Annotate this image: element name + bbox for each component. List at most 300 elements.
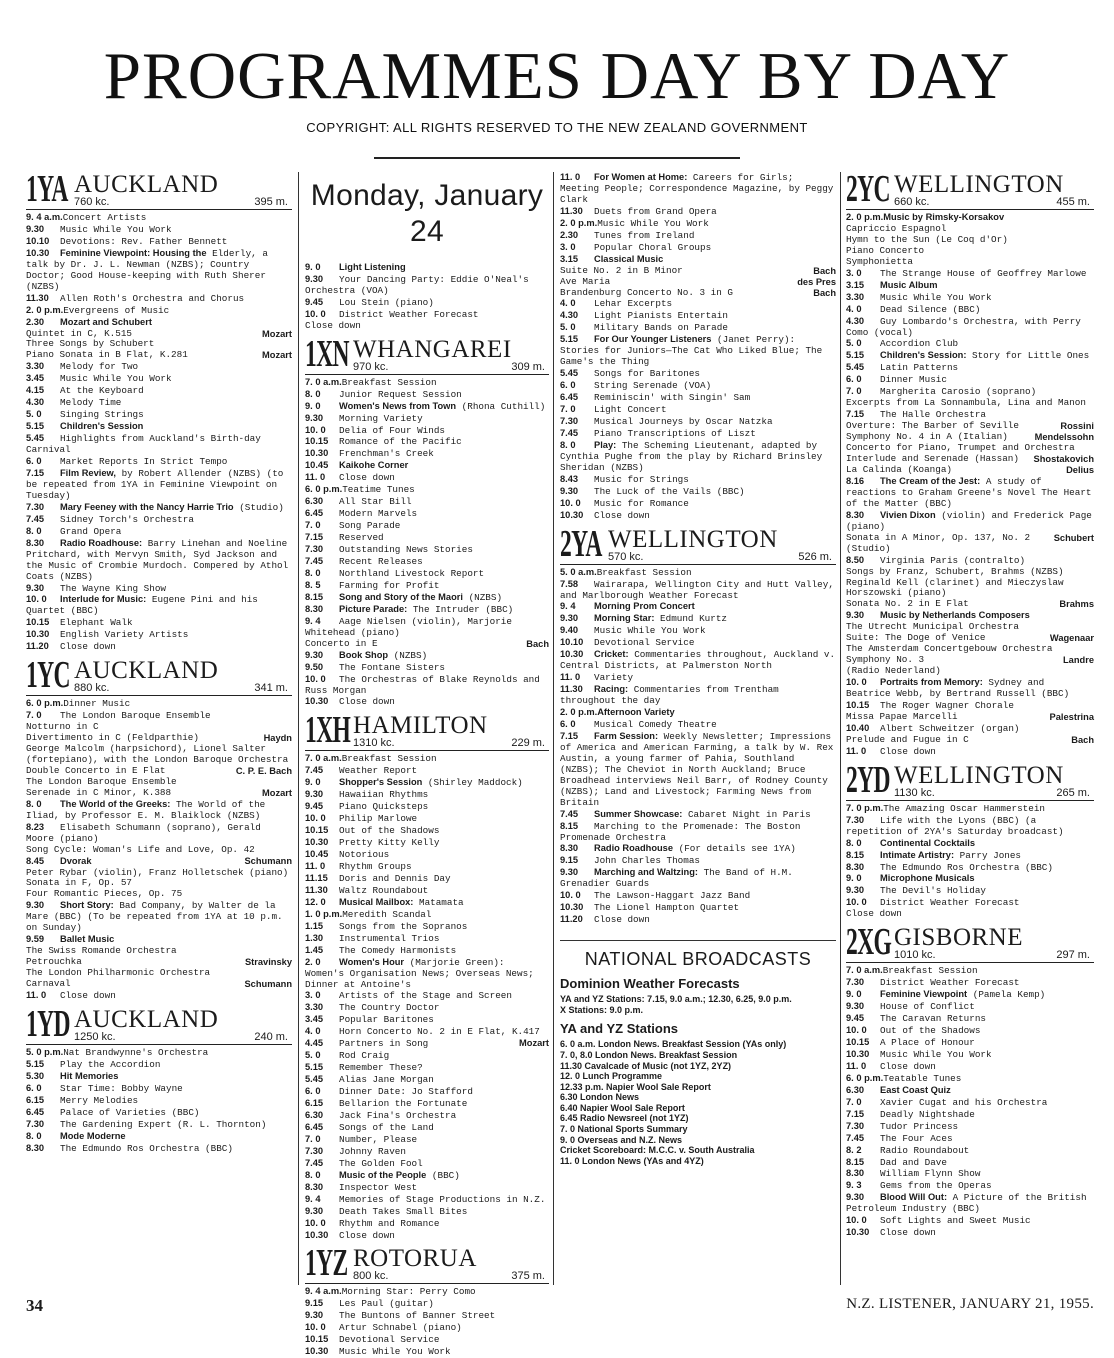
programme-time: 5. 0 xyxy=(846,338,862,349)
programme-line xyxy=(846,257,1094,268)
programme-time: 8.30 xyxy=(26,1142,45,1153)
programme-time: 10.30 xyxy=(560,509,584,520)
programme-title: Afternoon Variety xyxy=(597,707,675,718)
programme-details: Sidney Torch's Orchestra xyxy=(60,513,194,525)
programme-time: 9. 0 xyxy=(846,989,862,1000)
programme-details: The Country Doctor xyxy=(339,1002,440,1014)
programme-time: 10. 0 xyxy=(305,1322,326,1333)
programme-details: La Calinda (Koanga) xyxy=(846,463,953,475)
programme-time: 7. 0 xyxy=(846,1096,862,1107)
programme-details: Outstanding News Stories xyxy=(339,544,473,556)
programme-details: The Orchestras of Blake Reynolds and Russ Morgan xyxy=(305,673,540,696)
programme-time: 3.30 xyxy=(305,1002,324,1013)
programme-composer: Stravinsky xyxy=(244,957,292,968)
programme-details: Prelude and Fugue in C xyxy=(846,733,969,745)
programme-time: 3.15 xyxy=(846,279,865,290)
programme-line xyxy=(560,601,836,613)
programme-details: (Studio) xyxy=(846,542,891,554)
programme-line xyxy=(26,456,292,468)
programme-details: Three Songs by Schubert xyxy=(26,338,155,350)
programme-details: All Star Bill xyxy=(339,496,412,508)
programme-line xyxy=(846,1121,1094,1133)
title-rule xyxy=(374,157,740,159)
programme-details: Latin Patterns xyxy=(880,362,959,374)
programme-line xyxy=(305,436,549,448)
programme-line xyxy=(846,338,1094,350)
programme-details: Delia of Four Winds xyxy=(339,424,446,436)
programme-time: 7. 0 xyxy=(305,520,321,531)
programme-line xyxy=(26,594,292,617)
programme-composer: Bach xyxy=(526,638,549,649)
programme-title: Mary Feeney with the Nancy Harrie Trio xyxy=(60,501,234,512)
station-frequency: 660 kc. xyxy=(894,196,930,208)
programme-title: Continental Cocktails xyxy=(880,837,976,848)
programme-line xyxy=(26,1119,292,1131)
programme-time: 11. 0 xyxy=(305,860,326,871)
programme-time: 9.15 xyxy=(560,855,579,866)
programme-line xyxy=(846,712,1094,723)
programme-line xyxy=(846,1085,1094,1097)
programme-time: 6. 0 xyxy=(846,374,862,385)
programme-details: At the Keyboard xyxy=(60,385,144,397)
column-divider xyxy=(298,172,299,1285)
programme-details: Frenchman's Creek xyxy=(339,448,434,460)
programme-time: 7.45 xyxy=(26,513,45,524)
station-block xyxy=(305,1242,549,1358)
programme-line xyxy=(305,1298,549,1310)
programme-title: Hit Memories xyxy=(60,1070,119,1081)
programme-line xyxy=(846,666,1094,677)
programme-details: Tunes from Ireland xyxy=(594,229,695,241)
programme-details: Number, Please xyxy=(339,1133,418,1145)
programme-time: 5.15 xyxy=(26,1058,45,1069)
station-callsign: 2YC xyxy=(846,168,890,210)
programme-details: Breakfast Session xyxy=(596,566,692,578)
programme-line xyxy=(305,297,549,309)
programme-time: 5. 0 xyxy=(560,322,576,333)
programme-line xyxy=(846,1145,1094,1157)
programme-title: Mode Moderne xyxy=(60,1130,126,1141)
programme-title: The World of the Greeks: xyxy=(60,798,171,809)
programme-time: 11.20 xyxy=(26,641,49,652)
programme-details: Musical Journeys by Oscar Natzka xyxy=(594,416,773,428)
programme-line xyxy=(26,248,292,293)
programme-line xyxy=(560,498,836,510)
programme-details: Artists of the Stage and Screen xyxy=(339,990,512,1002)
programme-time: 9.50 xyxy=(305,661,324,672)
programme-details: Junior Request Session xyxy=(339,388,462,400)
programme-time: 11.30 xyxy=(26,292,49,303)
programme-details: Farming for Profit xyxy=(339,579,440,591)
programme-time: 5.30 xyxy=(26,1070,45,1081)
programme-details: Excerpts from La Sonnambula, Lina and Manon xyxy=(846,397,1086,409)
programme-details: Merry Melodies xyxy=(60,1094,139,1106)
station-name: AUCKLAND xyxy=(74,657,219,685)
programme-time: 9.30 xyxy=(26,900,45,911)
programme-time: 8.16 xyxy=(846,475,865,486)
programme-line xyxy=(305,753,549,765)
programme-time: 1.45 xyxy=(305,944,324,955)
programme-time: 9.30 xyxy=(305,789,324,800)
national-line: 12.33 p.m. Napier Wool Sale Report xyxy=(560,1081,711,1092)
programme-time: 9.45 xyxy=(846,1013,865,1024)
programme-line xyxy=(26,305,292,317)
station-frequency: 880 kc. xyxy=(74,682,110,695)
programme-details: Allen Roth's Orchestra and Chorus xyxy=(60,292,245,304)
programme-time: 10.30 xyxy=(305,1346,329,1357)
programme-title: The Cream of the Jest: xyxy=(880,475,981,486)
programme-time: 10.30 xyxy=(305,837,329,848)
programme-time: 8.30 xyxy=(305,1181,324,1192)
programme-line xyxy=(305,274,549,297)
programme-line xyxy=(305,1346,549,1358)
programme-details: Morning Variety xyxy=(339,412,423,424)
programme-title: Film Review, xyxy=(60,467,116,478)
programme-time: 7. 0 xyxy=(26,710,42,721)
programme-time: 4.30 xyxy=(846,315,865,326)
programme-details: The Roger Wagner Chorale xyxy=(880,699,1014,711)
station-frequency: 970 kc. xyxy=(353,360,389,373)
station-callsign: 1YC xyxy=(26,654,70,697)
programme-time: 8.43 xyxy=(560,473,579,484)
station-frequency: 1130 kc. xyxy=(894,786,935,799)
programme-details: Rhythm and Romance xyxy=(339,1217,440,1229)
programme-line xyxy=(26,224,292,236)
programme-time: 7.45 xyxy=(560,808,579,819)
programme-details: The Lawson-Haggart Jazz Band xyxy=(594,890,751,902)
programme-line xyxy=(560,672,836,684)
programme-details: Hymn to the Sun (Le Coq d'Or) xyxy=(846,233,1008,245)
programme-time: 5. 0 xyxy=(26,409,42,420)
programme-time: 9.30 xyxy=(305,273,324,284)
programme-line xyxy=(560,625,836,637)
programme-time: 8. 0 xyxy=(846,837,862,848)
programme-title: Music of the People xyxy=(339,1169,427,1180)
programme-line xyxy=(846,476,1094,510)
programme-time: 10.30 xyxy=(846,1048,870,1059)
programme-composer: Wagenaar xyxy=(1049,633,1094,644)
national-line: 6.30 London News xyxy=(560,1092,640,1103)
programme-time: 6.30 xyxy=(305,496,324,507)
programme-details: Careers for Girls; Meeting People; Correspondence Magazine, by Peggy Clark xyxy=(560,172,834,205)
programme-details: The Edmundo Ros Orchestra (BBC) xyxy=(880,861,1053,873)
programme-time: 5.15 xyxy=(26,421,45,432)
programme-time: 5.45 xyxy=(305,1074,324,1085)
programme-title: Song and Story of the Maori xyxy=(339,591,463,602)
programme-details: Play the Accordion xyxy=(60,1058,161,1070)
programme-details: Divertimento in C (Feldparthie) xyxy=(26,732,199,744)
programme-time: 6. 0 p.m. xyxy=(846,1072,884,1083)
programme-time: 9.30 xyxy=(846,610,865,621)
programme-title: Music by Rimsky-Korsakov xyxy=(883,212,1005,222)
station-wavelength: 309 m. xyxy=(511,360,545,373)
programme-details: Music for Strings xyxy=(594,473,689,485)
station-block xyxy=(846,168,1094,758)
programme-time: 6. 0 p.m. xyxy=(305,484,343,495)
programme-details: (Marjorie Green): Women's Organisation News; Overseas News; Dinner at Antoine's xyxy=(305,956,534,990)
programme-time: 10.30 xyxy=(305,696,329,707)
programme-line xyxy=(305,674,549,697)
programme-line xyxy=(560,474,836,486)
programme-time: 11. 0 xyxy=(26,990,47,1000)
programme-line xyxy=(305,389,549,401)
programme-line xyxy=(846,838,1094,850)
programme-details: Military Bands on Parade xyxy=(594,322,728,334)
programme-time: 8. 0 xyxy=(26,798,42,809)
programme-details: (NZBS) xyxy=(468,591,503,603)
station-name: WELLINGTON xyxy=(894,171,1064,198)
programme-time: 8. 0 xyxy=(560,439,576,450)
programme-time: 10. 0 xyxy=(846,1215,867,1226)
programme-details: Lehar Excerpts xyxy=(594,298,673,310)
programme-line xyxy=(305,897,549,909)
programme-details: The Four Aces xyxy=(880,1132,953,1144)
programme-details: Dad and Dave xyxy=(880,1156,947,1168)
programme-time: 8.30 xyxy=(846,509,865,520)
programme-details: Close down xyxy=(594,914,650,926)
programme-details: John Charles Thomas xyxy=(594,855,701,867)
programme-time: 7.15 xyxy=(846,409,865,420)
programme-line xyxy=(305,580,549,592)
programme-title: For Women at Home: xyxy=(594,172,688,182)
programme-line xyxy=(305,1050,549,1062)
programme-time: 6.15 xyxy=(26,1094,45,1105)
programme-details: String Serenade (VOA) xyxy=(594,380,712,392)
page-number: 34 xyxy=(26,1296,43,1315)
programme-time: 5.45 xyxy=(846,362,865,373)
programme-details: Piano Sonata in B Flat, K.281 xyxy=(26,349,188,361)
programme-line xyxy=(846,1227,1094,1239)
programme-details: The Amazing Oscar Hammerstein xyxy=(883,802,1045,814)
programme-details: Teatable Tunes xyxy=(883,1072,962,1084)
programme-details: Horn Concerto No. 2 in E Flat, K.417 xyxy=(339,1026,540,1038)
programme-time: 6.45 xyxy=(305,508,324,519)
programme-details: by Robert Allender (NZBS) (to be repeated from 1YA in Feminine Viewpoint on Tuesday) xyxy=(26,467,284,501)
programme-line xyxy=(305,1074,549,1086)
programme-title: Ballet Music xyxy=(60,934,115,945)
programme-time: 9.30 xyxy=(846,885,865,896)
programme-details: Modern Marvels xyxy=(339,508,418,520)
programme-time: 1.15 xyxy=(305,920,324,931)
programme-line xyxy=(26,583,292,595)
programme-title: Marching and Waltzing: xyxy=(594,867,698,878)
programme-line xyxy=(846,885,1094,897)
programme-line xyxy=(846,510,1094,533)
programme-title: Feminine Viewpoint: Housing the xyxy=(60,247,207,258)
programme-line xyxy=(560,684,836,707)
programme-time: 7.30 xyxy=(26,501,45,512)
programme-time: 6. 0 xyxy=(305,1086,321,1097)
programme-time: 8.30 xyxy=(26,537,45,548)
station-frequency: 760 kc. xyxy=(74,196,110,208)
programme-line xyxy=(846,909,1094,920)
programme-time: 10. 0 xyxy=(305,1217,326,1228)
programme-details: Missa Papae Marcelli xyxy=(846,710,958,722)
programme-details: Sydney and Beatrice Webb, by Bertrand Russell (BBC) xyxy=(846,677,1070,700)
programme-time: 11.20 xyxy=(560,914,583,925)
programme-details: Teatime Tunes xyxy=(342,484,415,496)
programme-details: Remember These? xyxy=(339,1062,423,1074)
programme-line xyxy=(305,789,549,801)
programme-details: Evergreens of Music xyxy=(63,304,170,316)
programme-line xyxy=(846,304,1094,316)
programme-composer: Shostakovich xyxy=(1033,454,1094,465)
programme-details: District Weather Forecast xyxy=(880,897,1020,909)
station-callsign: 1YA xyxy=(26,168,68,210)
programme-details: A Picture of the British Petroleum Industry (BBC) xyxy=(846,1192,1087,1215)
programme-title: Kaikohe Corner xyxy=(339,460,409,471)
programme-line xyxy=(305,765,549,777)
programme-time: 9.30 xyxy=(305,412,324,423)
programme-time: 8.15 xyxy=(305,591,324,602)
programme-line xyxy=(846,1168,1094,1180)
programme-details: Palace of Varieties (BBC) xyxy=(60,1106,200,1118)
programme-details: Light Pianists Entertain xyxy=(594,310,728,322)
national-line: 7. 0, 8.0 London News. Breakfast Session xyxy=(560,1049,738,1060)
programme-line xyxy=(560,843,836,855)
programme-line xyxy=(26,212,292,224)
programme-line xyxy=(846,1061,1094,1073)
programme-title: Feminine Viewpoint xyxy=(880,989,968,1000)
weather-heading: Dominion Weather Forecasts xyxy=(560,976,740,992)
programme-title: Radio Roadhouse: xyxy=(60,537,143,548)
programme-time: 9. 4 a.m. xyxy=(305,1286,342,1297)
programme-details: Jack Fina's Orchestra xyxy=(339,1110,457,1121)
station-wavelength: 526 m. xyxy=(798,550,832,563)
programme-time: 1. 0 p.m. xyxy=(305,908,343,919)
programme-time: 11.30 xyxy=(305,884,328,895)
programme-details: Ave Maria xyxy=(560,275,611,287)
programme-line xyxy=(560,867,836,890)
station-wavelength: 395 m. xyxy=(254,196,288,208)
programme-details: Duets from Grand Opera xyxy=(594,205,717,217)
programme-line xyxy=(305,861,549,873)
programme-time: 8.15 xyxy=(846,849,865,860)
programme-details: Reminiscin' with Singin' Sam xyxy=(594,392,751,404)
programme-line xyxy=(305,448,549,460)
programme-time: 10. 0 xyxy=(305,813,326,824)
programme-title: Blood Will Out: xyxy=(880,1192,948,1203)
programme-details: The London Baroque Ensemble xyxy=(60,710,211,722)
programme-details: The Swiss Romande Orchestra xyxy=(26,945,177,957)
programme-title: Intimate Artistry: xyxy=(880,849,955,860)
programme-time: 8.50 xyxy=(846,554,865,565)
programme-details: (For details see 1YA) xyxy=(678,843,796,855)
programme-line xyxy=(305,1062,549,1074)
programme-time: 3.45 xyxy=(305,1014,324,1025)
programme-time: 8.30 xyxy=(846,1168,865,1179)
programme-details: (Studio) xyxy=(239,501,284,513)
programme-line xyxy=(26,385,292,397)
programme-details: Northland Livestock Report xyxy=(339,567,485,579)
programme-title: Children's Session: xyxy=(880,350,967,361)
programme-line xyxy=(26,397,292,409)
programme-details: The Intruder (BBC) xyxy=(412,603,514,615)
programme-details: Breakfast Session xyxy=(341,753,437,765)
programme-details: Hawaiian Rhythms xyxy=(339,789,429,801)
programme-time: 10.45 xyxy=(305,460,329,471)
programme-details: Piano Transcriptions of Liszt xyxy=(594,427,756,439)
programme-title: Summer Showcase: xyxy=(594,808,683,819)
programme-title: East Coast Quiz xyxy=(880,1084,951,1095)
programme-time: 5. 0 p.m. xyxy=(26,1046,64,1057)
programme-line xyxy=(305,1206,549,1218)
programme-details: Virginia Paris (contralto) xyxy=(880,554,1026,566)
programme-time: 6. 0 xyxy=(26,456,42,467)
programme-details: Song Parade xyxy=(339,520,401,532)
programme-details: Close down xyxy=(594,509,650,521)
station-header xyxy=(846,168,1094,210)
programme-line xyxy=(846,803,1094,815)
programme-details: House of Conflict xyxy=(880,1001,975,1013)
programme-time: 7.30 xyxy=(26,1118,45,1129)
programme-details: Tudor Princess xyxy=(880,1120,959,1132)
programme-time: 8. 2 xyxy=(846,1144,862,1155)
programme-time: 10.10 xyxy=(26,235,50,246)
programme-line xyxy=(305,945,549,957)
programme-time: 10.30 xyxy=(305,1229,329,1240)
national-line: 12. 0 Lunch Programme xyxy=(560,1071,663,1082)
programme-details: Commentaries throughout, Auckland v. Central Districts, at Palmerston North xyxy=(560,649,836,672)
programme-time: 10.30 xyxy=(305,448,329,459)
programme-details: Out of the Shadows xyxy=(339,825,440,837)
station-block xyxy=(305,709,549,1241)
programme-time: 9. 0 xyxy=(305,777,321,788)
station-header xyxy=(26,168,292,210)
programme-time: 6.45 xyxy=(305,1121,324,1132)
programme-details: Star Time: Bobby Wayne xyxy=(60,1082,183,1094)
programme-time: 4.30 xyxy=(560,310,579,321)
programme-time: 9.30 xyxy=(26,223,45,234)
programme-line xyxy=(560,579,836,602)
programme-time: 10.30 xyxy=(560,649,584,660)
programme-time: 8. 0 xyxy=(26,1130,42,1141)
programme-details: Romance of the Pacific xyxy=(339,436,462,448)
programme-time: 9.30 xyxy=(846,1192,865,1203)
programme-details: Melody for Two xyxy=(60,361,139,373)
programme-details: Music While You Work xyxy=(60,223,172,235)
programme-details: Variety xyxy=(594,672,634,684)
station-wavelength: 297 m. xyxy=(1056,949,1090,962)
station-frequency: 1310 kc. xyxy=(353,737,395,750)
programme-line xyxy=(560,821,836,844)
station-header xyxy=(846,921,1094,964)
programme-time: 9.30 xyxy=(560,485,579,496)
programme-details: Market Reports In Strict Tempo xyxy=(60,456,228,468)
station-block xyxy=(26,1002,292,1155)
programme-title: Short Story: xyxy=(60,900,114,911)
programme-time: 10. 0 xyxy=(846,677,867,688)
programme-time: 11. 0 xyxy=(560,172,581,182)
programme-line xyxy=(305,472,549,484)
programme-line xyxy=(846,1133,1094,1145)
programme-line xyxy=(846,1109,1094,1121)
programme-line xyxy=(305,592,549,604)
programme-time: 10.15 xyxy=(305,1334,329,1345)
station-callsign: 1XN xyxy=(305,332,349,375)
programme-composer: Mozart xyxy=(262,787,292,798)
programme-details: Elephant Walk xyxy=(60,617,133,629)
programme-details: Bad Company, by Walter de la Mare (BBC) (To be repeated from 1YA at 10 p.m. on Sunday) xyxy=(26,900,283,934)
station-callsign: 1YZ xyxy=(305,1242,348,1285)
programme-time: 2. 0 p.m. xyxy=(846,212,884,222)
programme-line xyxy=(305,1122,549,1134)
programme-details: Pretty Kitty Kelly xyxy=(339,837,440,849)
programme-title: Picture Parade: xyxy=(339,603,408,614)
programme-line xyxy=(846,1192,1094,1215)
programme-time: 10.30 xyxy=(26,247,50,258)
programme-details: Matamata xyxy=(418,896,464,908)
